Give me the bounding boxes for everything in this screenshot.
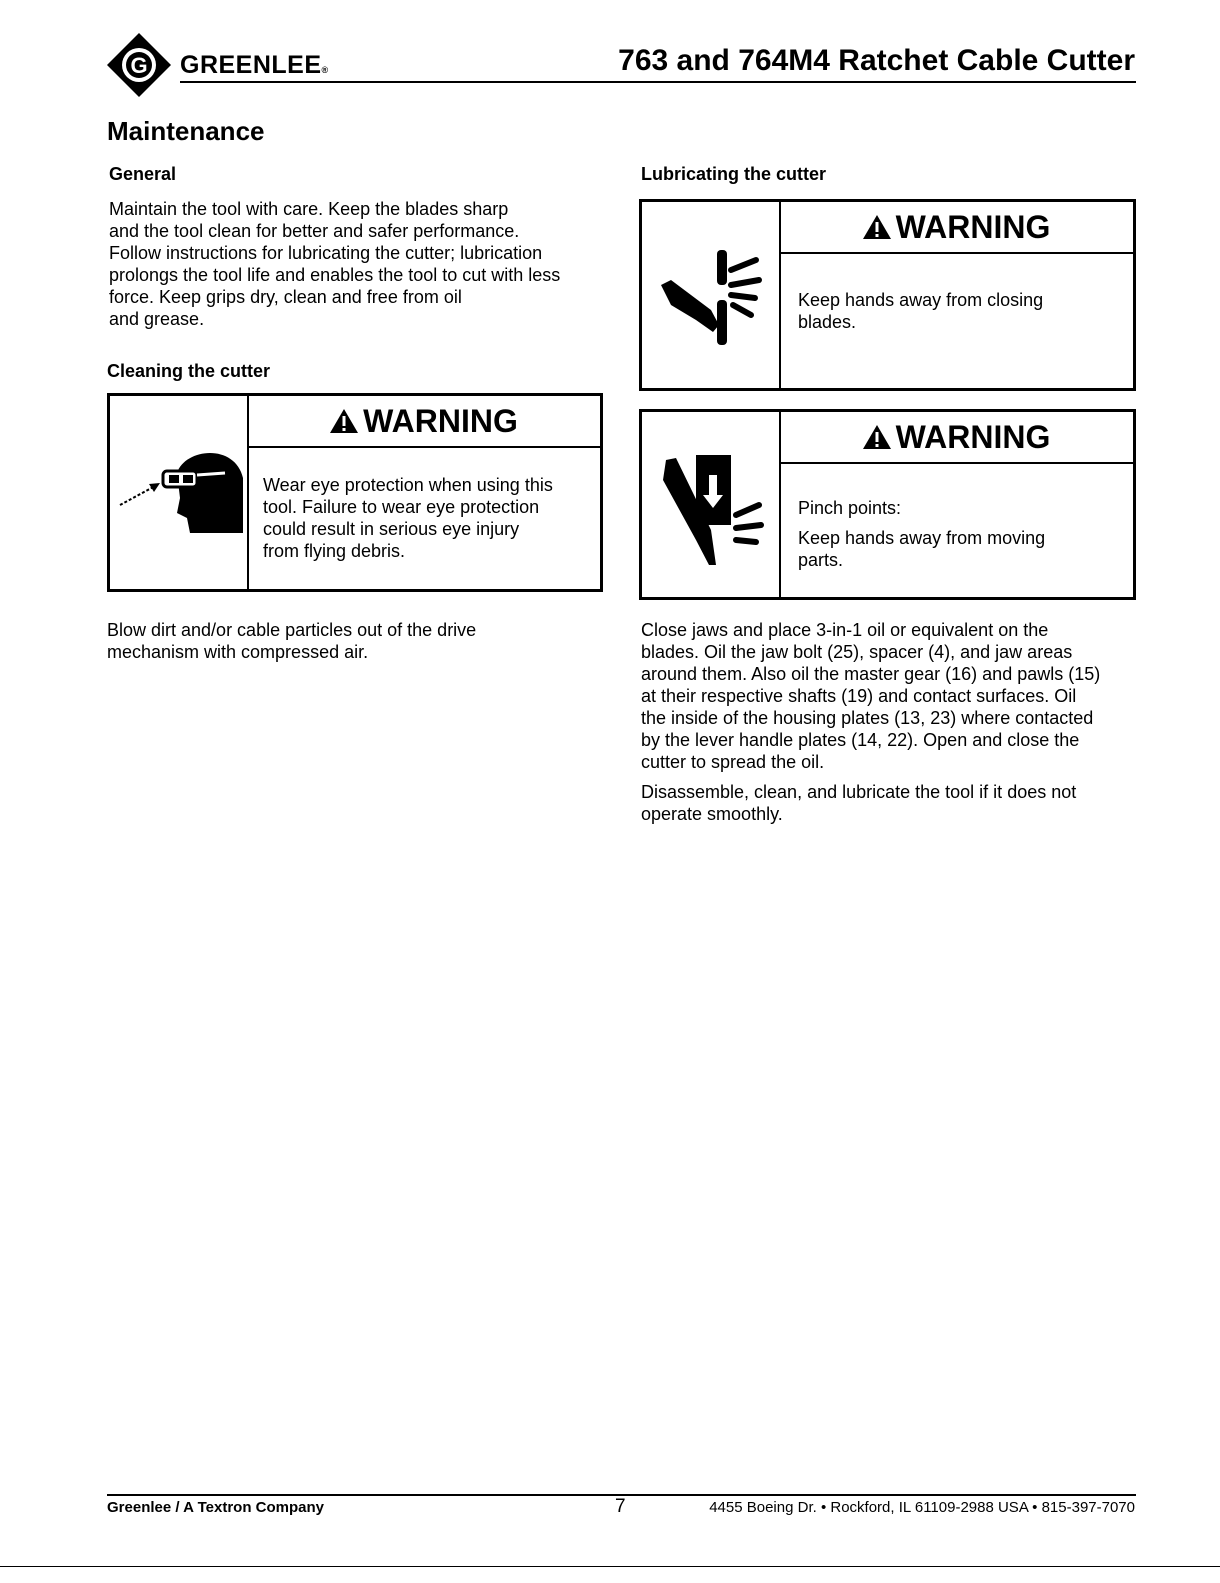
warning-triangle-icon bbox=[862, 214, 892, 240]
lubricating-heading: Lubricating the cutter bbox=[641, 164, 827, 184]
pinch-points-warning bbox=[639, 409, 1136, 600]
cleaning-heading: Cleaning the cutter bbox=[107, 361, 271, 381]
warning-triangle-icon bbox=[862, 424, 892, 450]
lubricating-paragraph: Close jaws and place 3-in-1 oil or equivalent on the blades. Oil the jaw bolt (25), spacer (4), and jaw areas around them. Also oil the master gear (16) and pawls (15) at their respective shafts (19) and contact surfaces. Oil the inside of the housing plates (13, 23) where contacted by the lever handle plates (14, 22). Open and close the cutter to spread the oil. Disassemble, clean, and lubricate the tool if it does not operate smoothly. bbox=[641, 620, 1101, 824]
pinch-point-icon bbox=[642, 412, 781, 597]
section-title: Maintenance bbox=[107, 116, 265, 146]
warning-header: WARNING bbox=[247, 396, 600, 448]
footer-company: Greenlee / A Textron Company bbox=[107, 1499, 324, 1516]
general-paragraph: Maintain the tool with care. Keep the blades sharp and the tool clean for better and safer performance. Follow instructions for lubricating the cutter; lubrication prolongs the tool life and enables the tool to cut with less force. Keep grips dry, clean and free from oil and grease. bbox=[109, 199, 561, 329]
general-heading: General bbox=[109, 164, 177, 184]
hand-blade-icon bbox=[642, 202, 781, 388]
svg-text:G: G bbox=[130, 53, 148, 78]
document-title: 763 and 764M4 Ratchet Cable Cutter bbox=[618, 44, 1135, 77]
warning-triangle-icon bbox=[329, 408, 359, 434]
page-number: 7 bbox=[615, 1496, 626, 1517]
closing-blades-warning bbox=[639, 199, 1136, 391]
warning-text: Pinch points: Keep hands away from moving parts. bbox=[798, 498, 1046, 570]
warning-text: Wear eye protection when using this tool. Failure to wear eye protection could result in serious eye injury from flying debris. bbox=[263, 475, 553, 561]
footer-address: 4455 Boeing Dr. • Rockford, IL 61109-2988 USA • 815-397-7070 bbox=[709, 1499, 1135, 1516]
greenlee-logo-icon bbox=[106, 32, 172, 98]
brand-name: GREENLEE® bbox=[180, 51, 329, 79]
eye-protection-warning bbox=[107, 393, 603, 592]
warning-header: WARNING bbox=[779, 202, 1133, 254]
warning-header: WARNING bbox=[779, 412, 1133, 464]
cleaning-paragraph: Blow dirt and/or cable particles out of the drive mechanism with compressed air. bbox=[107, 620, 477, 662]
eye-protection-icon bbox=[110, 396, 249, 589]
page-bottom-edge bbox=[0, 1566, 1220, 1567]
header-rule bbox=[180, 81, 1136, 83]
warning-text: Keep hands away from closing blades. bbox=[798, 290, 1044, 332]
